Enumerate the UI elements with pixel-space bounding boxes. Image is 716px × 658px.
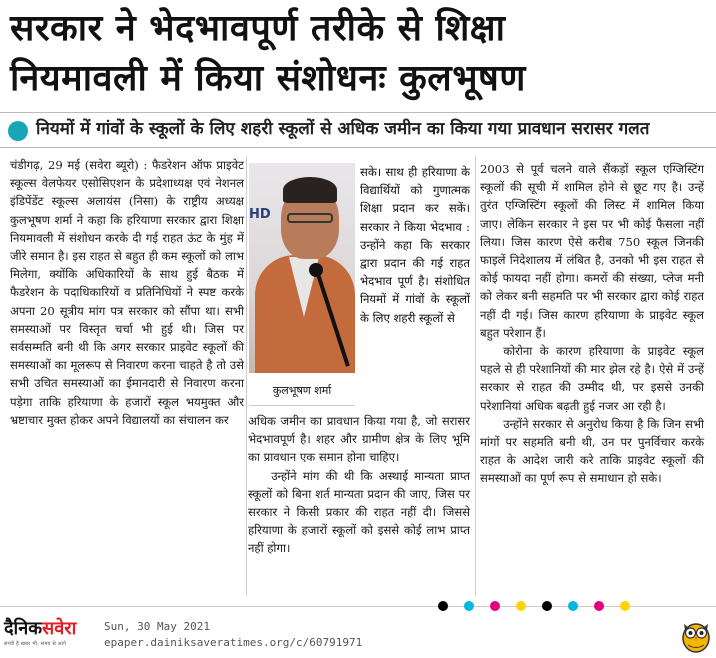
headline-line-1: सरकार ने भेदभावपूर्ण तरीके से शिक्षा <box>10 8 506 49</box>
article-column-2-narrow <box>360 163 470 327</box>
article-column-1 <box>10 156 244 429</box>
brand-name-part-1: दैनिक <box>4 618 43 639</box>
brand-tagline: सच्ची है खबर भी, समय से आगे <box>4 641 67 647</box>
column-2-paragraph-2: उन्होंने मांग की थी कि अस्थाई मान्यता प्राप्त स्कूलों को बिना शर्त मान्यता प्रदान की जाए, जिस पर सरकार ने किसी प्रकार की राहत नहीं दी। जिससे हरियाणा के हजारों स्कूलों को इससे कोई लाभ प्राप्त नहीं होगा। <box>248 468 470 556</box>
column-3-paragraph-2: कोरोना के कारण हरियाणा के प्राइवेट स्कूल पहले से ही परेशानियों की मार झेल रहे है। ऐसे में उन्हें सरकार से राहत की उम्मीद थी, पर इससे उनकी परेशानियां अधिक बढ़ती हुई नजर आ रही है। <box>480 344 704 413</box>
registration-swatch <box>438 601 448 611</box>
registration-swatch <box>542 601 552 611</box>
article-column-3 <box>480 160 704 488</box>
registration-swatch <box>568 601 578 611</box>
microphone-icon <box>309 263 323 277</box>
headline <box>10 4 710 104</box>
photo-glasses <box>287 213 333 223</box>
brand-name-part-2: सवेरा <box>42 618 77 639</box>
column-divider <box>475 156 476 596</box>
registration-swatch <box>620 601 630 611</box>
bullet-dot-icon <box>8 121 28 141</box>
column-1-text: चंडीगढ़, 29 मई (सवेरा ब्यूरो) : फैडरेशन ऑफ प्राइवेट स्कूल्स वेलफेयर एसोसिएशन के प्रदेशाध्यक्ष एवं नेशनल इंडिपेंडेंट स्कूल्स अलायंस (निसा) के राष्ट्रीय अध्यक्ष कुलभूषण शर्मा ने कहा कि हरियाणा सरकार द्वारा शिक्षा नियमावली में संशोधन करके दी गई राहत ऊंट के मुंह में जीरे समान है। इस राहत से बहुत ही कम स्कूलों को लाभ मिलेगा, क्योंकि अधिकारियों के साथ हुई बैठक में फैडरेशन के पदाधिकारियों व प्रतिनिधियों ने स्पष्ट करके अपना 20 सूत्रीय मांग पत्र सरकार को सौंपा था। सभी समस्याओं पर विस्तृत चर्चा भी हुई थी। जिस पर सर्वसम्मति बनी थी कि अगर सरकार प्राइवेट स्कूलों की समस्याओं का मूलरूप से निवारण करना चाहते है तो उसे सभी उचित समस्याओं का ईमानदारी से निवारण करना पड़ेगा ताकि हरियाणा के हजारों स्कूल भयमुक्त और भ्रष्टाचार मुक्त होकर अपने विद्यालयों का संचालन कर <box>10 158 244 427</box>
subheadline: नियमों में गांवों के स्कूलों के लिए शहरी स्कूलों से अधिक जमीन का किया गया प्रावधान सरासर गलत <box>36 119 650 139</box>
author-photo <box>249 163 355 373</box>
registration-swatch <box>490 601 500 611</box>
edition-date: Sun, 30 May 2021 <box>104 620 210 633</box>
photo-caption: कुलभूषण शर्मा <box>249 376 355 406</box>
backdrop-logo: HD <box>249 207 271 222</box>
owl-icon <box>680 618 712 654</box>
brand-logo <box>4 618 100 652</box>
headline-line-2: नियमावली में किया संशोधनः कुलभूषण <box>10 58 526 99</box>
column-2-paragraph-1: अधिक जमीन का प्रावधान किया गया है, जो सरासर भेदभावपूर्ण है। शहर और ग्रामीण क्षेत्र के लिए भूमि का प्रावधान एक समान होना चाहिए। <box>248 414 470 465</box>
article-column-2 <box>248 412 470 558</box>
photo-hair <box>283 177 337 203</box>
registration-swatch <box>594 601 604 611</box>
bottom-divider <box>0 606 716 607</box>
registration-swatch <box>464 601 474 611</box>
column-3-paragraph-3: उन्होंने सरकार से अनुरोध किया है कि जिन सभी मांगों पर सहमति बनी थी, उन पर पुनर्विचार करके राहत के आदेश जारी करे ताकि प्राइवेट स्कूलों की समस्याओं का पूर्ण रूप से समाधान हो सके। <box>480 416 704 486</box>
column-divider <box>246 156 247 596</box>
column-3-paragraph-1: 2003 से पूर्व चलने वाले सैंकड़ों स्कूल एग्जिस्टिंग स्कूलों की सूची में शामिल होने से छूट गए है। उन्हें तुरंत एग्जिस्टिंग स्कूलों की लिस्ट में शामिल किया जाए। लेकिन सरकार ने इस पर भी कोई फैसला नहीं लिया। जिस कारण ऐसे करीब 750 स्कूल जिनकी फाइलें निदेशालय में लंबित है, उनको भी इस राहत से कोई फायदा नहीं होगा। कमरों की संख्या, प्लेज मनी को लेकर बनी सहमति पर भी सरकार द्वारा कोई राहत नहीं दी गई। जिस कारण हरियाणा के प्राइवेट स्कूल बहुत परेशान हैं। <box>480 162 704 340</box>
epaper-url[interactable]: epaper.dainiksaveratimes.org/c/60791971 <box>104 636 363 649</box>
registration-swatch <box>516 601 526 611</box>
column-2-narrow-text: सके। साथ ही हरियाणा के विद्यार्थियों को गुणात्मक शिक्षा प्रदान कर सकें। सरकार ने किया भेदभाव : उन्होंने कहा कि सरकार द्वारा प्रदान की गई राहत भेदभाव पूर्ण है। संशोधित नियमों में गांवों के स्कूलों के लिए शहरी स्कूलों से <box>360 165 470 325</box>
